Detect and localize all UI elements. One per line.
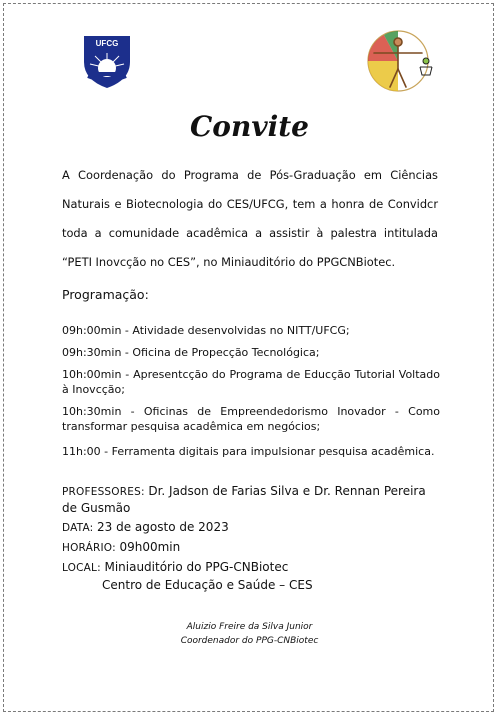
- professors-value: Dr. Jadson de Farias Silva e Dr. Rennan Pereira de Gusmão: [62, 484, 426, 515]
- ufcg-shield-icon: [80, 34, 134, 92]
- location-line: [62, 559, 442, 576]
- program-item: 11h:00 - Ferramenta digitais para impulsionar pesquisa acadêmica.: [62, 445, 435, 458]
- program-item: 09h:00min - Atividade desenvolvidas no NITT/UFCG;: [62, 324, 350, 337]
- time-line: [62, 539, 442, 556]
- location-value-2: Centro de Educação e Saúde – CES: [102, 578, 313, 592]
- professors-label: PROFESSORES:: [62, 486, 145, 498]
- ppgcnbiotec-logo: [360, 25, 438, 97]
- program-item: 10h:00min - Apresentcção do Programa de Educção Tutorial Voltado à Inovcção;: [62, 368, 440, 396]
- signature-name: Aluizio Freire da Silva Junior: [186, 622, 313, 632]
- ufcg-logo: [80, 34, 134, 92]
- location-label: LOCAL:: [62, 562, 101, 574]
- program-heading: Programação:: [62, 287, 149, 302]
- date-line: [62, 519, 442, 536]
- program-item: 10h:30min - Oficinas de Empreendedorismo Inovador - Como transformar pesquisa acadêmica em negócios;: [62, 405, 440, 433]
- professors-line: [62, 483, 442, 516]
- program-item: 09h:30min - Oficina de Propecção Tecnológica;: [62, 346, 320, 359]
- signature-role: Coordenador do PPG-CNBiotec: [180, 636, 319, 646]
- vitruvian-man-icon: [360, 25, 438, 97]
- time-label: HORÁRIO:: [62, 542, 116, 554]
- date-value: 23 de agosto de 2023: [97, 520, 229, 534]
- location-line-2: [102, 577, 442, 593]
- ufcg-logo-text: UFCG: [95, 39, 119, 48]
- invitation-title: Convite: [190, 110, 309, 143]
- location-value: Miniauditório do PPG-CNBiotec: [104, 560, 289, 574]
- time-value: 09h00min: [119, 540, 181, 554]
- invitation-paragraph: A Coordenação do Programa de Pós-Graduação em Ciências Naturais e Biotecnologia do CES/UFCG, tem a honra de Convidcr toda a comunidade acadêmica a assistir à palestra intitulada “PETI Inovcção no CES”, no Miniauditório do PPGCNBiotec.: [62, 168, 438, 269]
- date-label: DATA:: [62, 522, 94, 534]
